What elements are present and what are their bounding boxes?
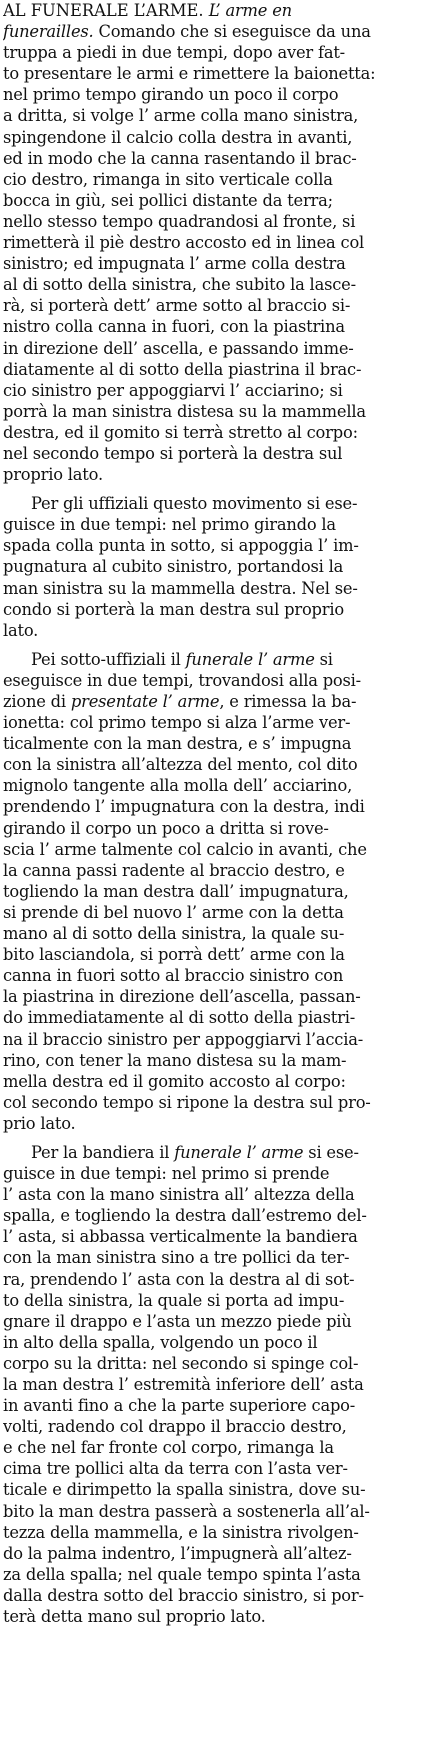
body-text: guisce in due tempi: nel primo girando la xyxy=(3,515,336,535)
text-line xyxy=(3,1050,443,1071)
body-text: in alto della spalla, volgendo un poco il xyxy=(3,1332,318,1352)
body-text: ionetta: col primo tempo si alza l’arme ver- xyxy=(3,713,351,733)
body-text: do la palma indentro, l’impugnerà all’altez- xyxy=(3,1543,352,1563)
text-line xyxy=(3,733,443,754)
body-text: man sinistra su la mammella destra. Nel se- xyxy=(3,578,358,598)
body-text: truppa a piedi in due tempi, dopo aver fat- xyxy=(3,43,345,63)
body-text: nello stesso tempo quadrandosi al fronte, si xyxy=(3,211,356,231)
text-line xyxy=(3,169,443,190)
body-text: Per gli uffiziali questo movimento si ese- xyxy=(31,494,358,514)
paragraph-gap xyxy=(3,641,443,649)
body-text: condo si porterà la man destra sul proprio xyxy=(3,599,344,619)
text-line xyxy=(3,796,443,817)
body-text: rà, si porterà dett’ arme sotto al braccio si- xyxy=(3,296,351,316)
italic-text: funerailles. xyxy=(3,22,94,42)
text-line xyxy=(3,1163,443,1184)
text-line xyxy=(3,105,443,126)
text-line xyxy=(3,464,443,485)
body-text: a dritta, si volge l’ arme colla mano sinistra, xyxy=(3,106,359,126)
text-line xyxy=(3,1142,443,1163)
body-text: terà detta mano sul proprio lato. xyxy=(3,1607,266,1627)
text-line xyxy=(3,649,443,670)
text-line xyxy=(3,1184,443,1205)
text-line xyxy=(3,986,443,1007)
body-text: con la man sinistra sino a tre pollici da ter- xyxy=(3,1248,350,1268)
body-text: ticale e dirimpetto la spalla sinistra, dove su- xyxy=(3,1480,366,1500)
body-text: destra, ed il gomito si terrà stretto al corpo: xyxy=(3,422,358,442)
body-text: in direzione dell’ ascella, e passando imme- xyxy=(3,338,354,358)
body-text: spalla, e togliendo la destra dall’estremo del- xyxy=(3,1206,367,1226)
text-line xyxy=(3,902,443,923)
italic-text: L’ arme en xyxy=(208,1,292,20)
body-text: gnare il drappo e l’asta un mezzo piede più xyxy=(3,1311,352,1331)
body-text: e che nel far fronte col corpo, rimanga la xyxy=(3,1438,334,1458)
text-line xyxy=(3,1479,443,1500)
body-text: za della spalla; nel quale tempo spinta l’asta xyxy=(3,1564,361,1584)
text-line xyxy=(3,127,443,148)
body-text: si ese- xyxy=(303,1142,359,1162)
text-line xyxy=(3,380,443,401)
paragraph xyxy=(3,0,443,485)
text-line xyxy=(3,1269,443,1290)
body-text: ticalmente con la man destra, e s’ impugna xyxy=(3,734,352,754)
body-text: nistro colla canna in fuori, con la piastrina xyxy=(3,317,345,337)
italic-text: presentate l’ arme xyxy=(70,692,220,711)
text-line xyxy=(3,401,443,422)
body-text: la man destra l’ estremità inferiore dell’ asta xyxy=(3,1375,364,1394)
text-line xyxy=(3,839,443,860)
body-text: diatamente al di sotto della piastrina il brac- xyxy=(3,359,362,379)
document-body xyxy=(3,0,443,1627)
body-text: eseguisce in due tempi, trovandosi alla posi- xyxy=(3,670,361,690)
text-line xyxy=(3,1226,443,1247)
text-line xyxy=(3,338,443,359)
body-text: do immediatamente al di sotto della piastri- xyxy=(3,1008,356,1028)
text-line xyxy=(3,422,443,443)
body-text: canna in fuori sotto al braccio sinistro con xyxy=(3,966,344,986)
text-line xyxy=(3,148,443,169)
body-text: girando il corpo un poco a dritta si rove- xyxy=(3,818,329,838)
body-text: rimetterà il piè destro accosto ed in linea col xyxy=(3,233,365,253)
body-text: con la sinistra all’altezza del mento, col dito xyxy=(3,755,358,775)
text-line xyxy=(3,556,443,577)
paragraph xyxy=(3,493,443,641)
text-line xyxy=(3,881,443,902)
body-text: porrà la man sinistra distesa su la mammella xyxy=(3,401,366,421)
body-text: togliendo la man destra dall’ impugnatura, xyxy=(3,881,349,901)
body-text: tezza della mammella, e la sinistra rivolgen- xyxy=(3,1522,359,1542)
body-text: in avanti fino a che la parte superiore capo- xyxy=(3,1396,356,1416)
text-line xyxy=(3,1501,443,1522)
text-line xyxy=(3,860,443,881)
body-text: nel secondo tempo si porterà la destra sul xyxy=(3,443,343,463)
text-line xyxy=(3,1522,443,1543)
body-text: si xyxy=(314,649,333,669)
text-line xyxy=(3,1071,443,1092)
text-line xyxy=(3,1543,443,1564)
body-text: si prende di bel nuovo l’ arme con la detta xyxy=(3,902,344,922)
body-text: al di sotto della sinistra, che subito la lasce- xyxy=(3,275,356,295)
text-line xyxy=(3,1290,443,1311)
text-line xyxy=(3,1007,443,1028)
text-line xyxy=(3,1247,443,1268)
body-text: spingendone il calcio colla destra in avanti, xyxy=(3,127,353,147)
body-text: bito lasciandola, si porrà dett’ arme con la xyxy=(3,945,345,965)
body-text: l’ asta con la mano sinistra all’ altezza della xyxy=(3,1185,355,1205)
body-text: Per la bandiera il xyxy=(31,1142,175,1162)
body-text: pugnatura al cubito sinistro, portandosi la xyxy=(3,557,344,577)
body-text: bocca in giù, sei pollici distante da terra; xyxy=(3,190,333,210)
body-text: na il braccio sinistro per appoggiarvi l’accia- xyxy=(3,1029,364,1049)
text-line xyxy=(3,1437,443,1458)
body-text: volti, radendo col drappo il braccio destro, xyxy=(3,1417,347,1437)
text-line xyxy=(3,1029,443,1050)
text-line xyxy=(3,0,443,21)
text-line xyxy=(3,1585,443,1606)
body-text: mano al di sotto della sinistra, la quale su- xyxy=(3,924,345,944)
text-line xyxy=(3,944,443,965)
paragraph-gap xyxy=(3,1134,443,1142)
text-line xyxy=(3,42,443,63)
text-line xyxy=(3,253,443,274)
text-line xyxy=(3,1332,443,1353)
text-line xyxy=(3,923,443,944)
body-text: corpo su la dritta: nel secondo si spinge col- xyxy=(3,1353,359,1373)
body-text: mella destra ed il gomito accosto al corpo: xyxy=(3,1071,346,1091)
text-line xyxy=(3,691,443,712)
body-text: Comando che si eseguisce da una xyxy=(93,22,371,42)
text-line xyxy=(3,712,443,733)
text-line xyxy=(3,1113,443,1134)
paragraph-gap xyxy=(3,485,443,493)
text-line xyxy=(3,1606,443,1627)
body-text: bito la man destra passerà a sostenerla all’al- xyxy=(3,1501,370,1521)
text-line xyxy=(3,359,443,380)
text-line xyxy=(3,316,443,337)
body-text: lato. xyxy=(3,620,39,640)
body-text: zione di xyxy=(3,692,71,711)
text-line xyxy=(3,84,443,105)
body-text: proprio lato. xyxy=(3,465,103,485)
text-line xyxy=(3,670,443,691)
text-line xyxy=(3,232,443,253)
body-text: col secondo tempo si ripone la destra sul pro- xyxy=(3,1092,371,1112)
body-text: ra, prendendo l’ asta con la destra al di sot- xyxy=(3,1269,355,1289)
text-line xyxy=(3,514,443,535)
paragraph xyxy=(3,1142,443,1627)
text-line xyxy=(3,1458,443,1479)
text-line xyxy=(3,21,443,42)
text-line xyxy=(3,818,443,839)
text-line xyxy=(3,1374,443,1395)
heading-text: AL FUNERALE L’ARME. xyxy=(3,1,209,20)
paragraph xyxy=(3,649,443,1134)
text-line xyxy=(3,63,443,84)
body-text: cima tre pollici alta da terra con l’asta ver- xyxy=(3,1459,348,1479)
body-text: scia l’ arme talmente col calcio in avanti, che xyxy=(3,839,367,859)
text-line xyxy=(3,578,443,599)
text-line xyxy=(3,211,443,232)
text-line xyxy=(3,1416,443,1437)
body-text: mignolo tangente alla molla dell’ acciarino, xyxy=(3,776,353,796)
text-line xyxy=(3,1311,443,1332)
text-line xyxy=(3,1564,443,1585)
body-text: Pei sotto-uffiziali il xyxy=(31,649,186,669)
text-line xyxy=(3,1353,443,1374)
body-text: prendendo l’ impugnatura con la destra, indi xyxy=(3,797,365,817)
body-text: dalla destra sotto del braccio sinistro, si por- xyxy=(3,1585,364,1605)
body-text: la canna passi radente al braccio destro, e xyxy=(3,860,345,880)
body-text: l’ asta, si abbassa verticalmente la bandiera xyxy=(3,1227,358,1247)
text-line xyxy=(3,754,443,775)
text-line xyxy=(3,1092,443,1113)
italic-text: funerale l’ arme xyxy=(185,649,315,669)
text-line xyxy=(3,965,443,986)
body-text: to presentare le armi e rimettere la baionetta: xyxy=(3,64,376,84)
body-text: nel primo tempo girando un poco il corpo xyxy=(3,85,339,105)
text-line xyxy=(3,493,443,514)
body-text: sinistro; ed impugnata l’ arme colla destra xyxy=(3,254,346,274)
text-line xyxy=(3,599,443,620)
body-text: to della sinistra, la quale si porta ad impu- xyxy=(3,1290,345,1310)
body-text: guisce in due tempi: nel primo si prende xyxy=(3,1164,330,1184)
text-line xyxy=(3,775,443,796)
body-text: la piastrina in direzione dell’ascella, passan- xyxy=(3,987,361,1007)
text-line xyxy=(3,274,443,295)
text-line xyxy=(3,1205,443,1226)
body-text: rino, con tener la mano distesa su la mam- xyxy=(3,1050,347,1070)
italic-text: funerale l’ arme xyxy=(174,1142,304,1162)
body-text: spada colla punta in sotto, si appoggia l’ im- xyxy=(3,536,359,556)
text-line xyxy=(3,190,443,211)
body-text: prio lato. xyxy=(3,1113,76,1133)
text-line xyxy=(3,295,443,316)
text-line xyxy=(3,535,443,556)
body-text: cio destro, rimanga in sito verticale colla xyxy=(3,169,333,189)
body-text: cio sinistro per appoggiarvi l’ acciarino; si xyxy=(3,380,343,400)
body-text: ed in modo che la canna rasentando il brac- xyxy=(3,148,357,168)
body-text: , e rimessa la ba- xyxy=(219,692,357,711)
text-line xyxy=(3,620,443,641)
text-line xyxy=(3,443,443,464)
text-line xyxy=(3,1395,443,1416)
